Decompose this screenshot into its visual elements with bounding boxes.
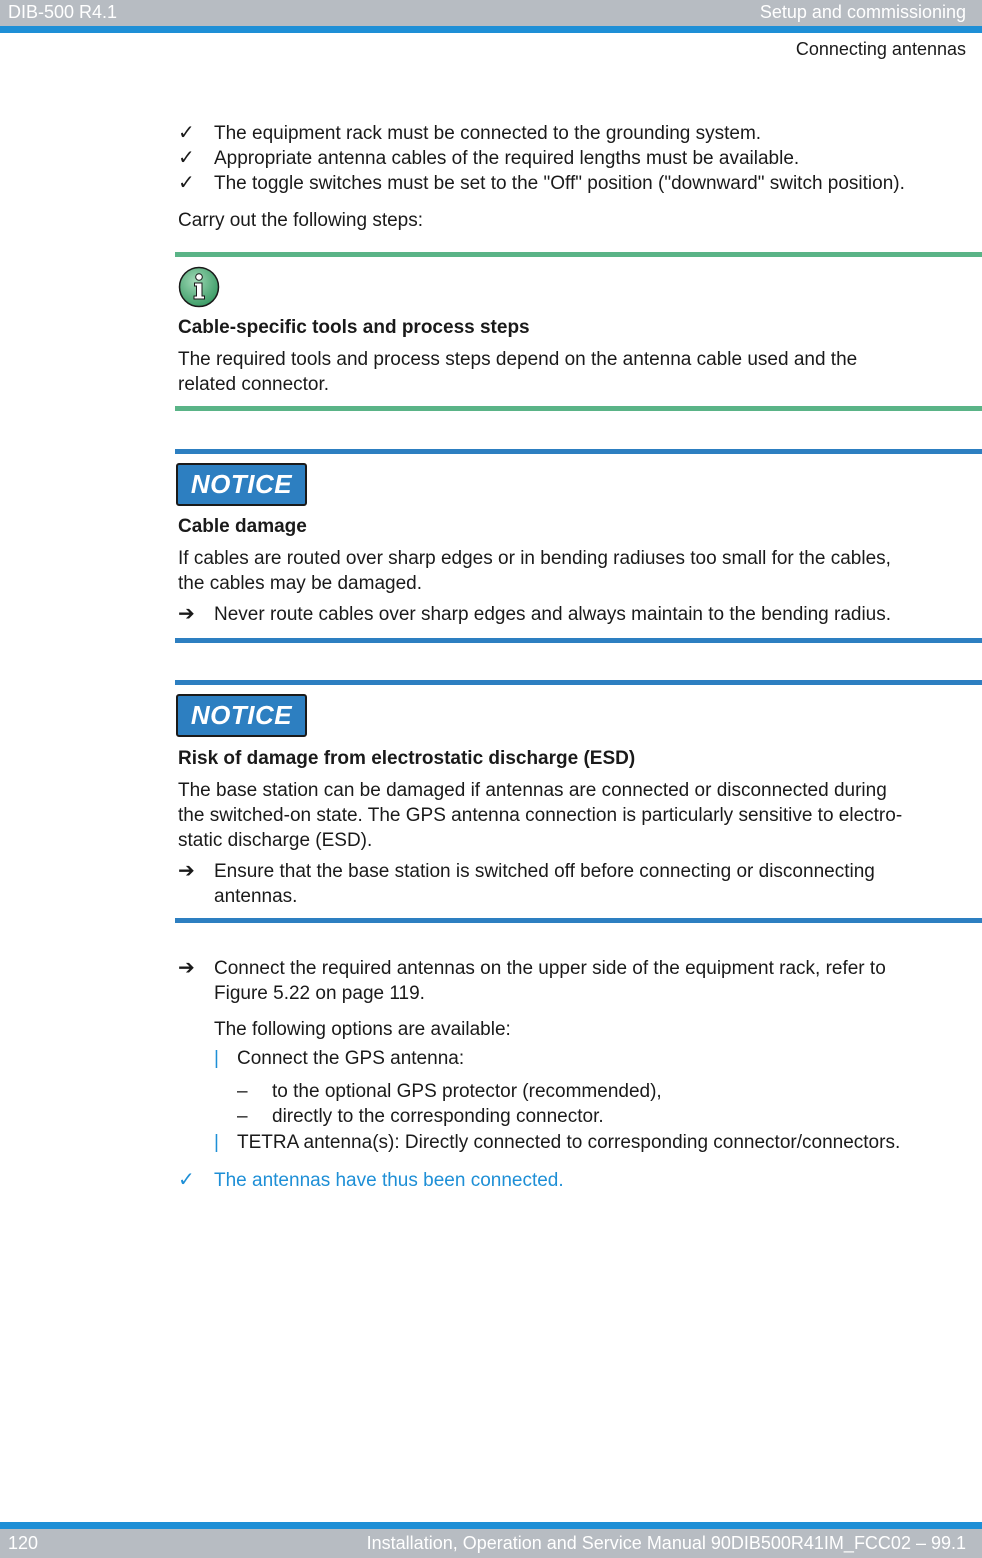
notice-badge xyxy=(176,694,307,737)
step-text-line: Figure 5.22 on page 119. xyxy=(214,983,425,1004)
footer-accent-bar xyxy=(0,1522,982,1529)
notice2-text-line: the switched-on state. The GPS antenna connection is particularly sensitive to electro- xyxy=(178,805,903,826)
option-bullet: | xyxy=(214,1048,219,1069)
notice2-action-line: Ensure that the base station is switched off before connecting or disconnecting xyxy=(214,861,875,882)
sub-option-item: directly to the corresponding connector. xyxy=(272,1106,604,1127)
prerequisite-item: The toggle switches must be set to the "Off" position ("downward" switch position). xyxy=(214,173,905,194)
step-text-line: Connect the required antennas on the upper side of the equipment rack, refer to xyxy=(214,958,886,979)
check-icon: ✓ xyxy=(178,122,195,144)
notice-label: NOTICE xyxy=(190,700,293,730)
option-item: Connect the GPS antenna: xyxy=(237,1048,465,1069)
page-footer xyxy=(0,1529,982,1558)
notice2-action-line: antennas. xyxy=(214,886,298,907)
sub-option-bullet: – xyxy=(237,1081,248,1102)
sub-option-bullet: – xyxy=(237,1106,248,1127)
notice2-text-line: static discharge (ESD). xyxy=(178,830,373,851)
options-intro: The following options are available: xyxy=(214,1019,511,1040)
notice1-bottom-rule xyxy=(175,638,982,643)
notice1-text-line: the cables may be damaged. xyxy=(178,573,422,594)
header-accent-bar xyxy=(0,26,982,33)
info-bottom-rule xyxy=(175,406,982,411)
doc-title: DIB-500 R4.1 xyxy=(8,2,118,22)
chapter-title: Setup and commissioning xyxy=(759,2,966,22)
manual-title: Installation, Operation and Service Manual 90DIB500R41IM_FCC02 – 99.1 xyxy=(366,1533,966,1553)
section-title: Connecting antennas xyxy=(795,39,966,59)
notice-badge xyxy=(176,463,307,506)
notice1-top-rule xyxy=(175,449,982,454)
notice2-bottom-rule xyxy=(175,918,982,923)
notice2-top-rule xyxy=(175,680,982,685)
notice2-title: Risk of damage from electrostatic discharge (ESD) xyxy=(178,748,636,769)
intro-text: Carry out the following steps: xyxy=(178,210,424,231)
notice-label: NOTICE xyxy=(190,469,293,499)
check-icon: ✓ xyxy=(178,1169,195,1191)
check-icon: ✓ xyxy=(178,147,195,169)
check-icon: ✓ xyxy=(178,172,195,194)
page-number: 120 xyxy=(8,1533,39,1553)
info-text-line: related connector. xyxy=(178,374,330,395)
page-header xyxy=(0,0,982,26)
arrow-right-icon: ➔ xyxy=(178,860,195,882)
notice1-title: Cable damage xyxy=(178,516,307,537)
result-text: The antennas have thus been connected. xyxy=(214,1170,564,1191)
info-icon xyxy=(178,266,220,308)
option-item: TETRA antenna(s): Directly connected to corresponding connector/connectors. xyxy=(237,1132,901,1153)
info-text-line: The required tools and process steps depend on the antenna cable used and the xyxy=(178,349,858,370)
notice1-action: Never route cables over sharp edges and always maintain to the bending radius. xyxy=(214,604,892,625)
sub-option-item: to the optional GPS protector (recommended), xyxy=(272,1081,662,1102)
notice2-text-line: The base station can be damaged if antennas are connected or disconnected during xyxy=(178,780,887,801)
arrow-right-icon: ➔ xyxy=(178,603,195,625)
prerequisite-item: The equipment rack must be connected to the grounding system. xyxy=(214,123,762,144)
info-top-rule xyxy=(175,252,982,257)
notice1-text-line: If cables are routed over sharp edges or in bending radiuses too small for the cables, xyxy=(178,548,891,569)
prerequisite-item: Appropriate antenna cables of the required lengths must be available. xyxy=(214,148,800,169)
option-bullet: | xyxy=(214,1132,219,1153)
arrow-right-icon: ➔ xyxy=(178,957,195,979)
info-title: Cable-specific tools and process steps xyxy=(178,317,530,338)
